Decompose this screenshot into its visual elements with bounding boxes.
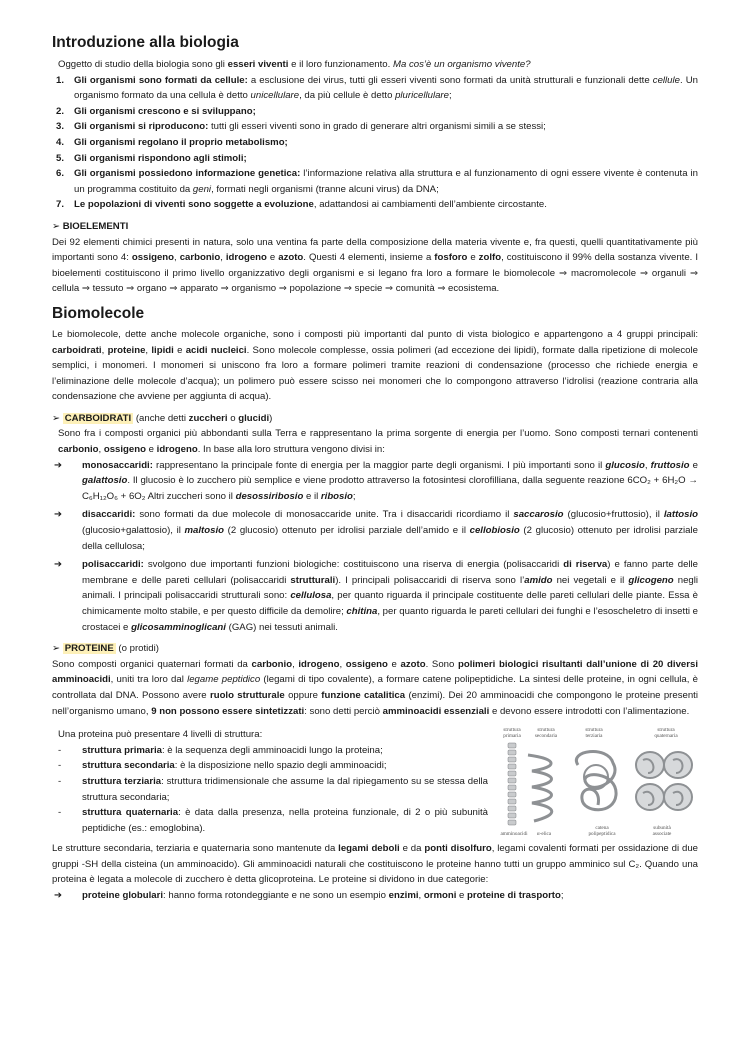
list-item (52, 151, 698, 167)
list-item (52, 73, 698, 104)
dash-bullet: - (58, 760, 62, 772)
bold-span: ossigeno (131, 252, 175, 264)
text-span: nei vegetali e il (552, 574, 629, 586)
figure-label: struttura (537, 727, 555, 734)
italic-span: unicellulare (250, 90, 300, 102)
text-span: l’informazione relativa alla struttura e al funzionamento di ogni essere vivente è contenuta in un programma costituito da (74, 168, 698, 195)
text-span: (glucosio+galattosio), il (82, 525, 185, 537)
bold-span: Gli organismi crescono e si sviluppano; (74, 105, 256, 117)
list-number: 7. (56, 199, 65, 211)
text-span: (GAG) nei tessuti animali. (225, 621, 338, 633)
bold-span: carboidrati (52, 344, 102, 356)
dash-bullet: - (58, 744, 62, 756)
bold-italic-span: amido (524, 574, 553, 586)
text-span: , (292, 658, 299, 670)
text-span: e devono essere introdotti con l’alimentazione. (489, 705, 690, 717)
text-span: , uniti tra loro dal (110, 674, 188, 686)
proteine-bonds-paragraph (52, 841, 698, 888)
bold-span: zuccheri (188, 412, 228, 424)
text-span: : è la disposizione nello spazio degli amminoacidi; (174, 760, 387, 772)
bold-span: proteine (107, 344, 146, 356)
bold-span: idrogeno (225, 252, 267, 264)
bold-italic-span: cellobiosio (469, 525, 520, 537)
biomolecole-title: Biomolecole (52, 304, 145, 322)
bold-span: di riserva (563, 559, 608, 571)
carboidrati-intro (52, 426, 698, 457)
text-span: (glucosio+fruttosio), il (563, 509, 664, 521)
figure-label: catena (595, 825, 609, 832)
bold-span: zolfo (478, 252, 502, 264)
text-span: , formati negli organismi (tranne alcuni virus) da DNA; (211, 183, 439, 195)
bold-span: funzione catalitica (321, 689, 406, 701)
bold-span: 9 non possono essere sintetizzati (151, 705, 305, 717)
italic-span: geni (192, 183, 212, 195)
level-item (52, 758, 488, 774)
text-span: ; (448, 90, 452, 102)
text-span: ; (560, 889, 564, 901)
text-span: : sono detti perciò (304, 705, 383, 717)
arrow-bullet: ➔ (54, 509, 63, 521)
text-span: sono formati da due molecole di monosaccaride unite. Tra i disaccaridi ricordiamo il (135, 509, 514, 521)
text-span: . Sono molecole complesse, ossia polimeri (ad eccezione dei lipidi), formate dalla ripetizione di molecole semplici, i monomeri. I monomeri si uniscono fra loro a formare polimeri tramite reazioni di condensazione (processo che richiede energia e l’eliminazione delle molecole d’acqua); un polimero può essere scisso nei monomeri che lo compongono attraverso l’idrolisi (reazione contraria alla condensazione che avviene per aggiunta di acqua). (52, 344, 698, 403)
text-span: Dei 92 elementi chimici presenti in natura, solo una ventina fa parte della composizione della materia vivente e, fra questi, quelli quantitativamente più importanti sono 4: (52, 236, 698, 264)
text-span: (enzimi). Dei 20 amminoacidi che compongono le proteine presenti nell’organismo umano, (52, 689, 698, 717)
bold-span: ossigeno (103, 444, 146, 456)
proteine-globulari-item (52, 888, 698, 904)
bold-span: legami deboli (338, 843, 400, 855)
intro-title: Introduzione alla biologia (52, 34, 239, 51)
list-item (52, 104, 698, 120)
text-span: svolgono due importanti funzioni biologiche: costituiscono una riserva di energia (polisaccaridi (143, 559, 564, 571)
bold-span: ossigeno (345, 658, 388, 670)
biomolecole-paragraph (52, 327, 698, 405)
carboidrati-heading (52, 411, 698, 427)
bold-span: monosaccaridi: (82, 459, 153, 471)
text-span: : hanno forma rotondeggiante e ne sono un esempio (163, 889, 389, 901)
bold-span: polisaccaridi: (82, 559, 144, 571)
bold-italic-span: ribosio (320, 490, 353, 502)
text-span: Le biomolecole, dette anche molecole organiche, sono i composti più importanti dal punto di vista biologico e appartengono a 4 gruppi principali: (52, 328, 698, 340)
bold-span: acidi nucleici (185, 344, 247, 356)
text-span: , (339, 658, 346, 670)
figure-label: polipeptidica (588, 831, 616, 838)
list-item (52, 119, 698, 135)
text-span: , (418, 889, 424, 901)
text-span: : è la sequenza degli amminoacidi lungo la proteina; (161, 744, 383, 756)
list-number: 4. (56, 136, 65, 148)
bold-span: struttura terziaria (82, 775, 162, 787)
bold-span: polimeri biologici risultanti dall’unione di 20 diversi amminoacidi (52, 658, 698, 686)
text-span: (2 glucosio) ottenuto per idrolisi parziale dell’amido e il (223, 525, 470, 537)
bold-span: struttura quaternaria (82, 807, 179, 819)
list-item (52, 166, 698, 197)
bold-span: azoto (400, 658, 426, 670)
text-span: , legami covalenti formati per ossidazione di due gruppi -SH della cisteina (un amminoacido). Gli amminoacidi naturali che costituiscono le proteine hanno tutti un gruppo amminico sul C₂. Quando una proteina è legata a molecole di zucchero è detta glicoproteina. Le proteine si dividono in due categorie: (52, 843, 698, 886)
arrow-bullet: ➔ (54, 889, 63, 901)
text-span: rappresentano la principale fonte di energia per la maggior parte degli organismi. I più importanti sono il (152, 459, 606, 471)
bold-span: lipidi (151, 344, 174, 356)
bold-italic-span: chitina (346, 606, 378, 617)
text-span: tutti gli esseri viventi sono in grado di generare altri organismi simili a se stessi; (208, 121, 546, 133)
bold-span: struttura secondaria (82, 760, 175, 772)
bold-italic-span: maltosio (184, 525, 224, 537)
text-span: . Il glucosio è lo zucchero più semplice e viene prodotto attraverso la fotosintesi clorofilliana, dalla seguente reazione 6CO₂ + 6H₂O → C₆H₁₂O₆ + 6O₂ Altri zuccheri sono il (82, 475, 698, 502)
characteristics-list (52, 73, 698, 213)
text-span: e (145, 444, 157, 456)
bold-span: proteine globulari (82, 889, 164, 901)
figure-label: quaternaria (654, 733, 678, 740)
text-span: , adattandosi ai cambiamenti dell’ambiente circostante. (313, 199, 547, 211)
figure-label: secondaria (534, 733, 558, 740)
polisaccaridi-item (52, 557, 698, 635)
bold-span: carbonio (58, 444, 99, 456)
text-span: (anche detti (133, 412, 189, 424)
text-span: e (467, 252, 479, 264)
text-span: o (227, 412, 239, 424)
bold-span: carbonio (251, 658, 293, 670)
text-span: ) e fanno parte delle membrane e delle pareti cellulari (polisaccaridi (82, 559, 699, 586)
text-span: . In base alla loro struttura vengono divisi in: (197, 444, 385, 456)
list-number: 1. (56, 74, 65, 86)
text-span: , (98, 444, 104, 456)
figure-label: subunità (653, 825, 671, 832)
text-span: ) (269, 412, 273, 424)
proteine-paragraph (52, 657, 698, 719)
text-span: Sono fra i composti organici più abbondanti sulla Terra e rappresentano la prima sorgente di energia per l’uomo. Sono composti ternari contenenti (58, 428, 698, 440)
bioelementi-paragraph (52, 235, 698, 297)
bold-span: glucidi (238, 412, 270, 424)
text-span: e il (303, 490, 321, 502)
heading-arrow: ➢ (52, 412, 63, 424)
text-span: , (174, 252, 180, 264)
bold-span: Le popolazioni di viventi sono soggette a evoluzione (74, 199, 314, 211)
text-span: Le strutture secondaria, terziaria e quaternaria sono mantenute da (52, 843, 339, 855)
text-span: . Questi 4 elementi, insieme a (303, 252, 435, 264)
italic-span: pluricellulare (395, 90, 449, 102)
levels-intro: Una proteina può presentare 4 livelli di struttura: (58, 729, 263, 741)
bold-span: struttura primaria (82, 744, 162, 756)
bold-span: idrogeno (298, 658, 340, 670)
text-span: : struttura tridimensionale che assume la dal ripiegamento su se stessa della struttura secondaria; (82, 775, 488, 803)
bold-span: disaccaridi: (82, 509, 136, 521)
figure-label: struttura (657, 727, 675, 734)
bold-span: enzimi (388, 889, 419, 901)
text-span: , (145, 344, 152, 356)
text-span: Oggetto di studio della biologia sono gli (58, 59, 228, 70)
text-span: oppure (284, 689, 322, 701)
bold-italic-span: desossiribosio (235, 490, 304, 502)
text-span: . Sono (425, 658, 458, 670)
figure-label: α-elica (536, 831, 552, 838)
figure-label: terziaria (585, 733, 603, 740)
bold-span: Gli organismi possiedono informazione genetica: (74, 168, 301, 180)
bold-italic-span: glucosio (605, 459, 645, 471)
text-span: , per quanto riguarda le pareti cellulari dei funghi e l’esoscheletro di insetti e crostacei e (82, 606, 698, 633)
bold-span: ormoni (423, 889, 457, 901)
bold-italic-span: galattosio (82, 475, 128, 487)
text-span: , (101, 344, 108, 356)
arrow-bullet: ➔ (54, 559, 63, 571)
alpha-helix-drawing (528, 755, 552, 821)
italic-span: cellule (652, 74, 680, 86)
bold-italic-span: saccarosio (513, 509, 564, 521)
bold-italic-span: glicogeno (628, 574, 674, 586)
text-span: . Un organismo formato da una cellula è detto (74, 74, 698, 102)
monosaccaridi-item (52, 458, 698, 505)
text-span: e (173, 344, 186, 356)
text-span: (legami di tipo covalente), a formare catene polipeptidiche. La sintesi delle proteine, in ogni cellula, è controllata dal DNA. Possono avere (52, 674, 698, 701)
bold-span: Gli organismi regolano il proprio metabolismo; (74, 136, 288, 148)
bold-span: amminoacidi essenziali (382, 705, 490, 717)
protein-structure-block (52, 719, 698, 841)
text-span: (o protidi) (115, 643, 159, 655)
protein-structure-figure (498, 725, 698, 841)
italic-span: legame peptidico (187, 674, 261, 686)
list-number: 2. (56, 105, 65, 117)
figure-label: struttura (585, 727, 603, 734)
figure-label: amminoacidi (500, 831, 528, 838)
italic-span: Ma cos’è un organismo vivente? (392, 59, 531, 70)
structure-levels (52, 719, 488, 836)
bold-span: Gli organismi rispondono agli stimoli; (74, 152, 247, 164)
list-number: 3. (56, 121, 65, 133)
text-span: e il loro funzionamento. (288, 59, 393, 70)
document-page (52, 34, 698, 904)
proteine-label: PROTEINE (64, 643, 114, 655)
bold-span: strutturali (290, 574, 336, 586)
text-span: : è data dalla presenza, nella proteina funzionale, di 2 o più subunità peptidiche (es.: emoglobina). (82, 807, 489, 834)
text-span: , (220, 252, 226, 264)
bold-italic-span: lattosio (663, 509, 698, 521)
figure-label: struttura (503, 727, 521, 734)
text-span: negli animali. I principali polisaccaridi strutturali sono: (82, 574, 699, 602)
bold-span: idrogeno (156, 444, 198, 456)
bold-span: carbonio (179, 252, 221, 264)
text-span: (2 glucosio) ottenuto per idrolisi parziale della cellulosa; (82, 525, 698, 552)
bioelementi-heading: ➢ BIOELEMENTI (52, 220, 129, 232)
level-item (52, 743, 488, 759)
text-span: , (644, 459, 651, 471)
bold-span: proteine di trasporto (467, 889, 561, 901)
text-span: , per quanto riguarda il principale costituente delle pareti cellulari delle piante. Essa è chimicamente molto stabile, e per questo difficile da demolire; (82, 590, 698, 617)
text-span: e (387, 658, 401, 670)
list-item (52, 197, 698, 213)
tertiary-fold-drawing (576, 752, 616, 810)
text-span: e da (399, 843, 425, 855)
list-number: 6. (56, 168, 65, 180)
text-span: ; (352, 490, 356, 502)
disaccaridi-item (52, 507, 698, 554)
text-span: ). I principali polisaccaridi di riserva sono l’ (335, 574, 525, 586)
text-span: e (266, 252, 279, 264)
bold-span: ponti disolfuro (424, 843, 492, 855)
bold-span: Gli organismi si riproducono: (74, 121, 209, 133)
text-span: a esclusione dei virus, tutti gli esseri viventi sono formati da unità strutturali e funzionali dette (247, 74, 653, 86)
dash-bullet: - (58, 775, 62, 787)
text-span: e (689, 459, 698, 471)
primary-chain-drawing (508, 743, 516, 825)
carboidrati-label: CARBOIDRATI (64, 412, 132, 424)
text-span: , da più cellule è detto (299, 90, 396, 102)
list-item (52, 135, 698, 151)
quaternary-subunits-drawing (636, 752, 692, 810)
bold-span: Gli organismi sono formati da cellule: (74, 74, 248, 86)
dash-bullet: - (58, 807, 62, 819)
bold-italic-span: fruttosio (650, 459, 690, 471)
bold-italic-span: glicosamminoglicani (131, 621, 226, 633)
text-span: e (456, 889, 468, 901)
bold-span: azoto (278, 252, 304, 264)
figure-label: associate (652, 831, 672, 838)
text-span: , costituiscono il 99% della sostanza vivente. I bioelementi costituiscono il primo livello organizzativo degli organismi e si legano fra loro a formare le biomolecole ⇒ macromolecole ⇒ organuli ⇒ cellula ⇒ tessuto ⇒ organo ⇒ apparato ⇒ organismo ⇒ popolazione ⇒ specie ⇒ comunità ⇒ ecosistema. (52, 252, 698, 295)
level-item (52, 774, 488, 805)
bold-span: ruolo strutturale (209, 689, 285, 701)
arrow-bullet: ➔ (54, 459, 63, 471)
heading-arrow: ➢ (52, 643, 63, 655)
bold-span: fosforo (434, 252, 468, 264)
list-number: 5. (56, 152, 65, 164)
bold-italic-span: cellulosa (290, 590, 332, 602)
bold-span: esseri viventi (227, 59, 289, 70)
figure-label: primaria (503, 733, 521, 740)
intro-subtitle (52, 57, 698, 73)
proteine-heading (52, 641, 698, 657)
text-span: Sono composti organici quaternari formati da (52, 658, 252, 670)
level-item (52, 805, 488, 836)
